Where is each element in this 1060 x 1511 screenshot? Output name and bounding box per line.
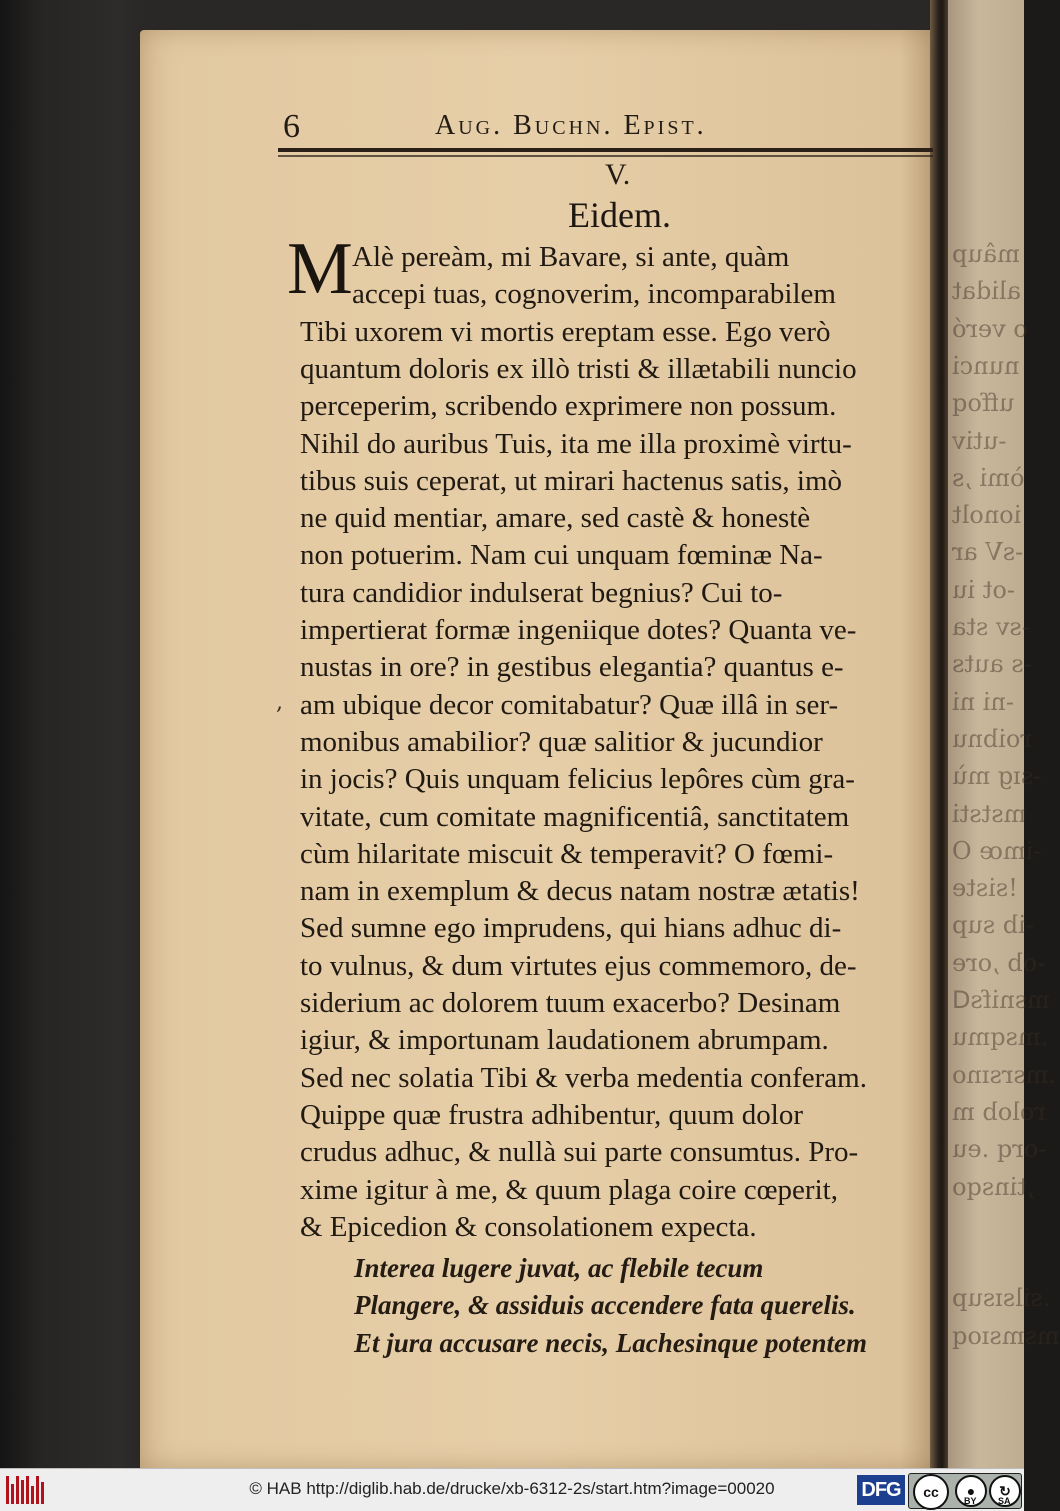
license-badge[interactable] xyxy=(908,1473,1022,1509)
bleed-through-text: uffoq xyxy=(952,389,1015,418)
bleed-through-text: -ni ni xyxy=(952,687,1015,716)
text-line: nam in exemplum & decus natam nostræ ætatis! xyxy=(300,875,860,908)
text-line: ne quid mentiar, amare, sed castè & honestè xyxy=(300,502,811,535)
text-line: Sed nec solatia Tibi & verba medentia conferam. xyxy=(300,1061,867,1094)
bleed-through-text: o veró xyxy=(952,314,1028,343)
text-line: Sed sumne ego imprudens, qui hians adhuc di- xyxy=(300,912,842,945)
bleed-through-text: -utiv xyxy=(952,426,1007,455)
bleed-through-text: msmsɪoq xyxy=(952,1321,1060,1350)
text-line: Tibi uxorem vi mortis ereptam esse. Ego verò xyxy=(300,315,831,348)
header-rule xyxy=(278,148,933,152)
verse-line: Plangere, & assiduis accendere fata querelis. xyxy=(354,1290,856,1321)
bleed-through-text: ionolt xyxy=(952,501,1022,530)
text-line: Nihil do auribus Tuis, ita me illa proximè virtu- xyxy=(300,427,852,460)
text-line: nustas in ore? in gestibus elegantia? quantus e- xyxy=(300,651,844,684)
text-line: siderium ac dolorem tuum exacerbo? Desinam xyxy=(300,987,841,1019)
text-line: crudus adhuc, & nullà sui parte consumtus. Pro- xyxy=(300,1136,859,1169)
bleed-through-text: -sɪg mù xyxy=(952,762,1042,791)
text-line: & Epicedion & consolationem expecta. xyxy=(300,1210,757,1243)
verse-line: Interea lugere juvat, ac flebile tecum xyxy=(354,1253,764,1284)
text-line: accepi tuas, cognoverim, incomparabilem xyxy=(352,278,836,311)
text-line: tura candidior indulserat begnius? Cui to- xyxy=(300,576,783,609)
copyright-credit: © HAB http://diglib.hab.de/drucke/xb-6312-2s/start.htm?image=00020 xyxy=(249,1479,775,1498)
bleed-through-text: òmi ,s xyxy=(952,463,1025,492)
bleed-through-text: mststi xyxy=(952,799,1027,828)
bleed-through-text: ,tinsqo xyxy=(952,1172,1035,1201)
letter-title: Eidem. xyxy=(568,195,671,235)
margin-mark: , xyxy=(276,690,283,715)
bleed-through-text: -imœ O xyxy=(952,836,1042,865)
bleed-through-text: roibnu xyxy=(952,724,1032,753)
text-line: cùm hilaritate miscuit & temperavit? O fœmi- xyxy=(300,837,834,870)
bleed-through-text: .msrsɪno xyxy=(952,1060,1057,1089)
footer-bar xyxy=(0,1468,1024,1511)
attribution-icon: ● xyxy=(955,1475,987,1507)
bleed-through-text: -s auts xyxy=(952,650,1032,679)
dfg-logo: DFG xyxy=(857,1475,905,1505)
license-label-by: BY xyxy=(964,1496,977,1506)
bleed-through-text: -sV ar xyxy=(952,538,1024,567)
share-alike-icon: ↻ xyxy=(989,1475,1021,1507)
bleed-through-text: alidat xyxy=(952,277,1021,306)
running-head: Aug. Buchn. Epist. xyxy=(435,110,707,141)
text-line: igiur, & importunam laudationem abrumpam. xyxy=(300,1024,829,1057)
text-line: tibus suis ceperat, ut mirari hactenus satis, imò xyxy=(300,464,843,497)
text-line: in jocis? Quis unquam felicius lepôres cùm gra- xyxy=(300,763,855,796)
text-line: impertierat formæ ingeniique dotes? Quanta ve- xyxy=(300,614,857,646)
bleed-through-text: .msqmu xyxy=(952,1023,1049,1052)
page-header xyxy=(283,108,933,148)
text-line: perceperim, scribendo exprimere non possum. xyxy=(300,390,837,423)
header-rule-secondary xyxy=(278,155,933,157)
verse-line: Et jura accusare necis, Lachesinque potentem xyxy=(354,1327,867,1358)
text-line: quantum doloris ex illò tristi & illætabili nuncio xyxy=(300,352,857,385)
text-line: am ubique decor comitabatur? Quæ illâ in ser- xyxy=(300,688,839,721)
book-gutter xyxy=(930,0,950,1468)
text-line: Alè pereàm, mi Bavare, si ante, quàm xyxy=(352,241,790,273)
bleed-through-text: -ot iu xyxy=(952,575,1015,604)
bleed-through-text: -ib sup xyxy=(952,911,1034,940)
facing-page-edge xyxy=(948,0,1060,1468)
bleed-through-text: -ob ,ore xyxy=(952,948,1046,977)
text-line: Quippe quæ frustra adhibentur, quum dolor xyxy=(300,1098,804,1131)
text-line: xime igitur à me, & quum plaga coire cœperit, xyxy=(300,1173,838,1206)
page-number: 6 xyxy=(283,108,300,145)
bleed-through-text: mâup xyxy=(952,240,1020,268)
text-line: monibus amabilior? quæ salitior & jucundior xyxy=(300,725,823,758)
bleed-through-text: !siste xyxy=(952,874,1018,903)
text-line: vitate, cum comitate magnificentiâ, sanctitatem xyxy=(300,800,850,833)
bleed-through-text: rolob m xyxy=(952,1097,1046,1126)
drop-cap: M xyxy=(287,228,353,310)
letter-number: V. xyxy=(605,158,631,191)
bleed-through-text: nunci xyxy=(952,351,1020,380)
bleed-through-text: -orq .eu xyxy=(952,1135,1047,1164)
text-line: to vulnus, & dum virtutes ejus commemoro, de- xyxy=(300,949,857,982)
bleed-through-text: .silsɪsup xyxy=(952,1284,1051,1313)
text-line: non potuerim. Nam cui unquam fœminæ Na- xyxy=(300,539,823,572)
bleed-through-text: msnifsᗡ xyxy=(952,986,1050,1014)
cc-icon: cc xyxy=(913,1474,949,1510)
bleed-through-text: -sv sta xyxy=(952,613,1030,641)
license-label-sa: SA xyxy=(998,1496,1011,1506)
